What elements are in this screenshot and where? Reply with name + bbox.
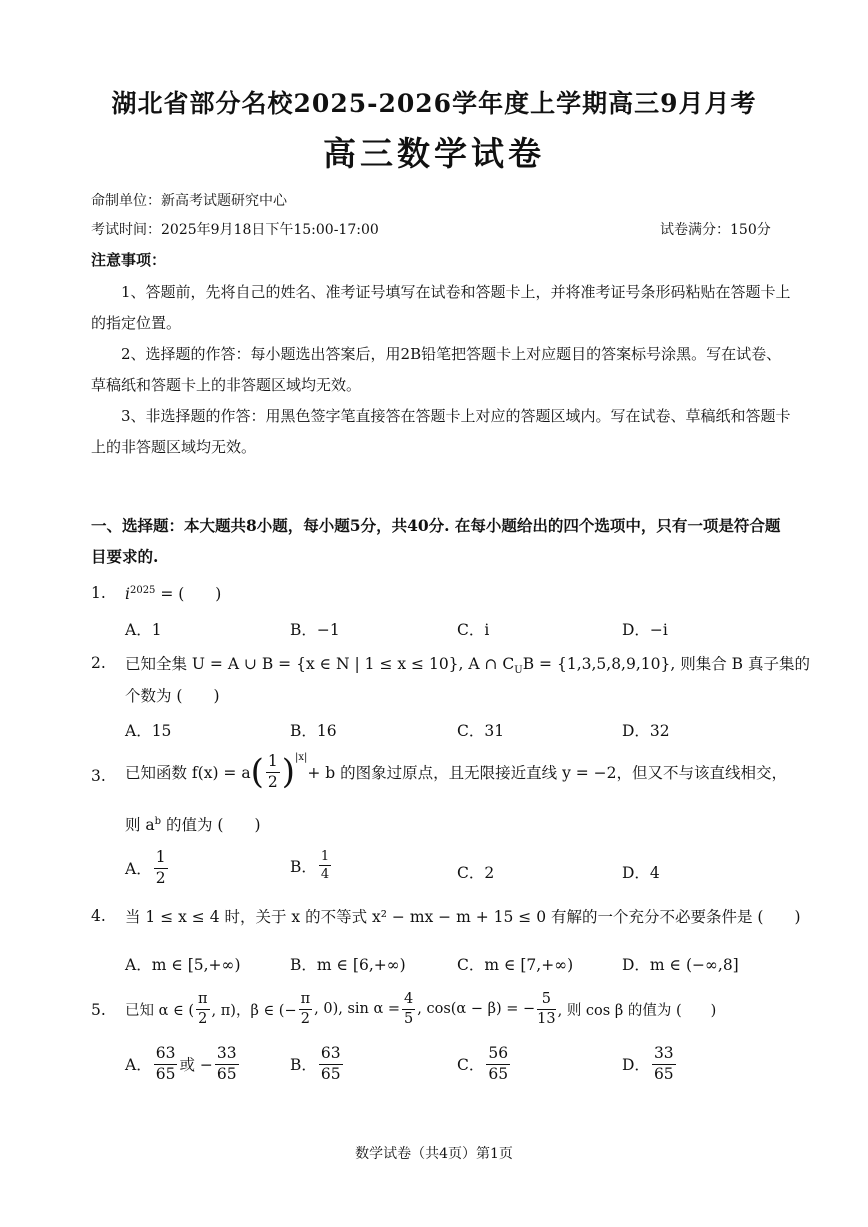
q2-option-b: B．16 <box>290 722 337 740</box>
notice-item-3: 3、非选择题的作答：用黑色签字笔直接答在答题卡上对应的答题区域内。写在试卷、草稿纸和答题卡上的非答题区域均无效。 <box>91 407 791 456</box>
q2-option-c: C．31 <box>457 722 505 740</box>
q5-p2: , π)，β ∈ (− <box>211 1002 297 1019</box>
q1-exponent: 2025 <box>129 584 156 596</box>
q3-a-num: 1 <box>154 850 168 869</box>
q3-pre: 已知函数 f(x) = a <box>125 764 251 782</box>
q2-subscript: U <box>514 665 523 677</box>
q5-p1: 已知 α ∈ ( <box>125 1002 195 1019</box>
q3-option-d: D．4 <box>622 864 660 882</box>
q5-option-b <box>290 1046 345 1082</box>
q5-cd: 65 <box>488 1064 509 1083</box>
q5-f4d: 13 <box>537 1010 556 1027</box>
question-3-stem-line1 <box>125 748 787 796</box>
author-info: 命制单位：新高考试题研究中心 <box>91 193 287 209</box>
q2-option-a: A．15 <box>125 722 172 740</box>
q5-dn: 33 <box>652 1046 676 1065</box>
question-4-stem: 当 1 ≤ x ≤ 4 时，关于 x 的不等式 x² − mx − m + 15 ≤ 0 有解的一个充分不必要条件是 ( ) <box>125 908 801 926</box>
q1-option-d: D．−i <box>622 621 668 639</box>
q1-rest: = ( ) <box>155 585 222 603</box>
q3-frac-num: 1 <box>266 754 280 773</box>
q5-bn: 63 <box>319 1046 343 1065</box>
question-5-stem <box>125 985 716 1033</box>
question-2-stem-line2: 个数为 ( ) <box>125 687 220 705</box>
question-2-stem-line1 <box>125 652 810 676</box>
notice-title: 注意事项： <box>91 251 167 269</box>
q3-a-den: 2 <box>155 868 166 887</box>
question-number: 3. <box>91 767 106 785</box>
q5-a1d: 65 <box>155 1064 176 1083</box>
section-heading <box>91 510 791 572</box>
q5-f2n: π <box>299 992 313 1010</box>
q2-text-b: B = {1,3,5,8,9,10}, 则集合 B 真子集的 <box>522 655 810 673</box>
question-number: 2. <box>91 654 106 672</box>
question-3-stem-line2 <box>125 813 261 835</box>
q5-b-label: B． <box>290 1056 317 1074</box>
q5-f1n: π <box>196 992 210 1010</box>
q3-option-a-frac <box>154 850 168 886</box>
q5-b-frac <box>319 1046 343 1082</box>
q5-a-or: 或 − <box>179 1056 213 1074</box>
q5-bd: 65 <box>320 1064 341 1083</box>
q1-option-b: B．−1 <box>290 621 340 639</box>
exam-time: 考试时间：2025年9月18日下午15:00-17:00 <box>91 222 379 238</box>
q3-option-a-label: A． <box>125 860 152 878</box>
q5-dd: 65 <box>653 1064 674 1083</box>
q5-a2d: 65 <box>216 1064 237 1083</box>
q3-option-b-frac <box>319 850 331 881</box>
question-1-stem <box>125 582 221 604</box>
q4-option-b: B．m ∈ [6,+∞) <box>290 956 406 974</box>
q3-option-c: C．2 <box>457 864 495 882</box>
exam-title-main: 高三数学试卷 <box>323 134 545 173</box>
q5-d-label: D． <box>622 1056 650 1074</box>
q5-a-frac-1 <box>154 1046 178 1082</box>
q5-option-c <box>457 1046 512 1082</box>
section-heading-text: 一、选择题：本大题共8小题，每小题5分，共40分. 在每小题给出的四个选项中，只有一项是符合题目要求的. <box>91 516 781 566</box>
q5-p4: , cos(α − β) = − <box>417 1001 536 1017</box>
q5-f4n: 5 <box>537 992 555 1010</box>
q3-paren-close: ) <box>281 752 295 792</box>
q3-fraction <box>266 754 280 790</box>
q3-line2-exp: b <box>154 815 162 827</box>
q5-a-label: A． <box>125 1056 152 1074</box>
q5-d-frac <box>652 1046 676 1082</box>
q5-f3d: 5 <box>404 1010 414 1027</box>
q5-a1n: 63 <box>154 1046 178 1065</box>
q5-frac-2 <box>299 992 313 1026</box>
q3-line2-post: 的值为 ( ) <box>161 816 261 834</box>
q5-c-frac <box>486 1046 510 1082</box>
q1-base: i <box>125 585 130 603</box>
q5-a2n: 33 <box>215 1046 239 1065</box>
q4-option-c: C．m ∈ [7,+∞) <box>457 956 574 974</box>
q3-b-num: 1 <box>320 849 330 864</box>
q5-option-d <box>622 1046 678 1082</box>
question-number: 1. <box>91 584 106 602</box>
q3-option-b <box>290 850 333 881</box>
q5-p5: , 则 cos β 的值为 ( ) <box>557 1002 717 1019</box>
q3-frac-den: 2 <box>267 772 278 791</box>
page-footer: 数学试卷（共4页）第1页 <box>355 1146 513 1162</box>
q5-f3n: 4 <box>402 992 415 1010</box>
q5-cn: 56 <box>486 1046 510 1065</box>
question-number: 5. <box>91 1001 106 1019</box>
q3-option-b-label: B． <box>290 857 317 876</box>
q5-c-label: C． <box>457 1056 485 1074</box>
notice-item-1: 1、答题前，先将自己的姓名、准考证号填写在试卷和答题卡上，并将准考证号条形码粘贴在答题卡上的指定位置。 <box>91 283 791 332</box>
q5-frac-3 <box>402 992 415 1026</box>
q3-option-a <box>125 850 170 886</box>
q4-option-a: A．m ∈ [5,+∞) <box>125 956 241 974</box>
q3-paren-open: ( <box>250 752 264 792</box>
q2-option-d: D．32 <box>622 722 670 740</box>
q3-post: + b 的图象过原点，且无限接近直线 y = −2，但又不与该直线相交， <box>307 764 788 782</box>
q5-option-a <box>125 1046 241 1082</box>
full-score: 试卷满分：150分 <box>660 222 771 238</box>
question-number: 4. <box>91 907 106 925</box>
q5-frac-1 <box>196 992 210 1026</box>
exam-title-line1: 湖北省部分名校2025-2026学年度上学期高三9月月考 <box>111 89 757 118</box>
q3-line2-pre: 则 a <box>125 816 155 834</box>
q2-text-a: 已知全集 U = A ∪ B = {x ∈ N | 1 ≤ x ≤ 10}, A ∩ C <box>125 655 515 673</box>
notice-item-2: 2、选择题的作答：每小题选出答案后，用2B铅笔把答题卡上对应题目的答案标号涂黑。写在试卷、草稿纸和答题卡上的非答题区域均无效。 <box>91 345 782 394</box>
q1-option-c: C．i <box>457 621 490 639</box>
q1-option-a: A．1 <box>125 621 162 639</box>
q4-option-d: D．m ∈ (−∞,8] <box>622 956 739 974</box>
q5-f2d: 2 <box>300 1010 310 1027</box>
q5-f1d: 2 <box>198 1010 208 1027</box>
q3-b-den: 4 <box>320 867 330 882</box>
q5-a-frac-2 <box>215 1046 239 1082</box>
q5-frac-4 <box>537 992 555 1026</box>
q3-exponent: |x| <box>295 752 308 763</box>
q5-p3: , 0), sin α = <box>314 1001 401 1017</box>
